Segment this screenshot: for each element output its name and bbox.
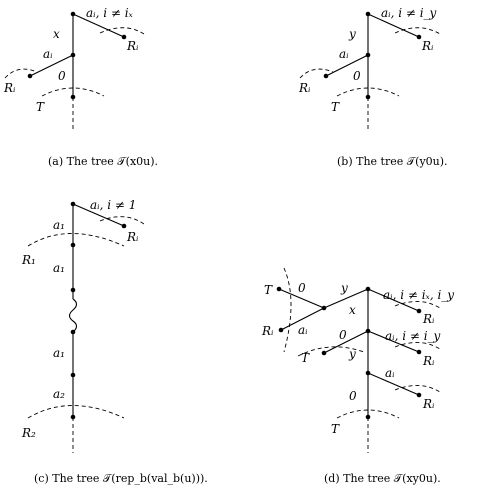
subfigure-c: [21, 198, 208, 485]
node-a-root: [71, 12, 76, 17]
node-c-top-right: [122, 224, 127, 229]
label-d-mid-x: x: [349, 303, 356, 317]
label-d-mid-zero: 0: [339, 328, 347, 342]
node-b-middle: [366, 53, 371, 58]
label-d-lower-ai: aᵢ: [385, 366, 395, 380]
label-b-zero: 0: [353, 69, 361, 83]
node-c-second: [71, 243, 76, 248]
node-c-fifth: [71, 373, 76, 378]
label-b-top-region: Rᵢ: [422, 39, 434, 53]
dashed-c-top-region: [100, 217, 144, 224]
node-a-bottom: [71, 95, 76, 100]
label-d-right-mid-edge: aᵢ, i ≠ i_y: [385, 329, 441, 343]
node-d-left-top: [277, 287, 282, 292]
caption-c: (c) The tree 𝒯(rep_b(val_b(u))).: [34, 472, 208, 485]
node-d-mid-left: [322, 351, 327, 356]
label-a-left-region: Rᵢ: [4, 81, 16, 95]
label-d-mid-tree: T: [301, 351, 310, 365]
label-b-top-edge: aᵢ, i ≠ i_y: [381, 6, 437, 20]
label-a-top-region: Rᵢ: [127, 39, 139, 53]
node-c-fourth: [71, 330, 76, 335]
node-a-top-right: [122, 35, 127, 40]
label-a-tree: T: [36, 100, 45, 114]
label-c-r1: R₁: [22, 253, 36, 267]
label-b-left-edge: aᵢ: [339, 47, 349, 61]
label-d-lower-region: Rᵢ: [423, 397, 435, 411]
label-c-r2: R₂: [22, 426, 36, 440]
label-b-tree: T: [331, 100, 340, 114]
node-a-left: [28, 74, 33, 79]
label-d-left-ai: aᵢ: [298, 323, 308, 337]
label-d-left-tree: T: [264, 283, 273, 297]
node-d-right-top: [417, 309, 422, 314]
label-c-a2: a₂: [53, 387, 65, 401]
label-c-top-edge: aᵢ, i ≠ 1: [90, 198, 137, 212]
label-d-top-y: y: [341, 281, 348, 295]
edge-c-wavy: [70, 299, 77, 332]
label-d-right-top-region: Rᵢ: [423, 312, 435, 326]
node-d-junction: [322, 306, 327, 311]
node-c-root: [71, 202, 76, 207]
label-a-x: x: [53, 27, 60, 41]
label-d-bottom-tree: T: [331, 422, 340, 436]
node-a-middle: [71, 53, 76, 58]
label-d-left-zero: 0: [298, 281, 306, 295]
node-d-left-bottom: [279, 328, 284, 333]
node-d-mid-right: [417, 350, 422, 355]
dashed-d-left-vertical: [284, 268, 291, 352]
label-b-y: y: [349, 27, 356, 41]
node-d-bottom: [366, 415, 371, 420]
node-b-root: [366, 12, 371, 17]
label-d-bottom-zero: 0: [349, 389, 357, 403]
caption-d: (d) The tree 𝒯(xy0u).: [324, 472, 441, 485]
dashed-c-r1-arc: [28, 234, 124, 247]
dashed-d-right-mid-region: [395, 342, 440, 349]
label-d-right-mid-region: Rᵢ: [423, 354, 435, 368]
label-a-zero: 0: [58, 69, 66, 83]
node-d-middle: [366, 329, 371, 334]
node-b-bottom: [366, 95, 371, 100]
node-d-lower-right: [417, 393, 422, 398]
dashed-d-right-top-region: [395, 301, 440, 308]
label-c-top-region: Rᵢ: [127, 230, 139, 244]
label-d-left-region: Rᵢ: [262, 324, 274, 338]
node-d-root: [366, 287, 371, 292]
label-d-mid-y: y: [349, 347, 356, 361]
label-c-a1-second: a₁: [53, 261, 65, 275]
label-a-top-edge: aᵢ, i ≠ iₓ: [86, 6, 133, 20]
label-d-right-top-edge: aᵢ, i ≠ iₓ, i_y: [383, 288, 455, 302]
dashed-c-r2-arc: [28, 406, 124, 419]
node-d-lower: [366, 371, 371, 376]
node-b-top-right: [417, 35, 422, 40]
dashed-d-lower-region: [395, 385, 440, 392]
caption-a: (a) The tree 𝒯(x0u).: [48, 155, 159, 168]
node-c-bottom: [71, 415, 76, 420]
caption-b: (b) The tree 𝒯(y0u).: [337, 155, 448, 168]
node-b-left: [324, 74, 329, 79]
label-b-left-region: Rᵢ: [299, 81, 311, 95]
subfigure-b: [298, 6, 448, 168]
label-c-a1-third: a₁: [53, 346, 65, 360]
label-c-a1-first: a₁: [53, 218, 65, 232]
node-c-third: [71, 288, 76, 293]
subfigure-a: [3, 6, 158, 168]
label-a-left-edge: aᵢ: [43, 47, 53, 61]
subfigure-d: [261, 268, 454, 485]
